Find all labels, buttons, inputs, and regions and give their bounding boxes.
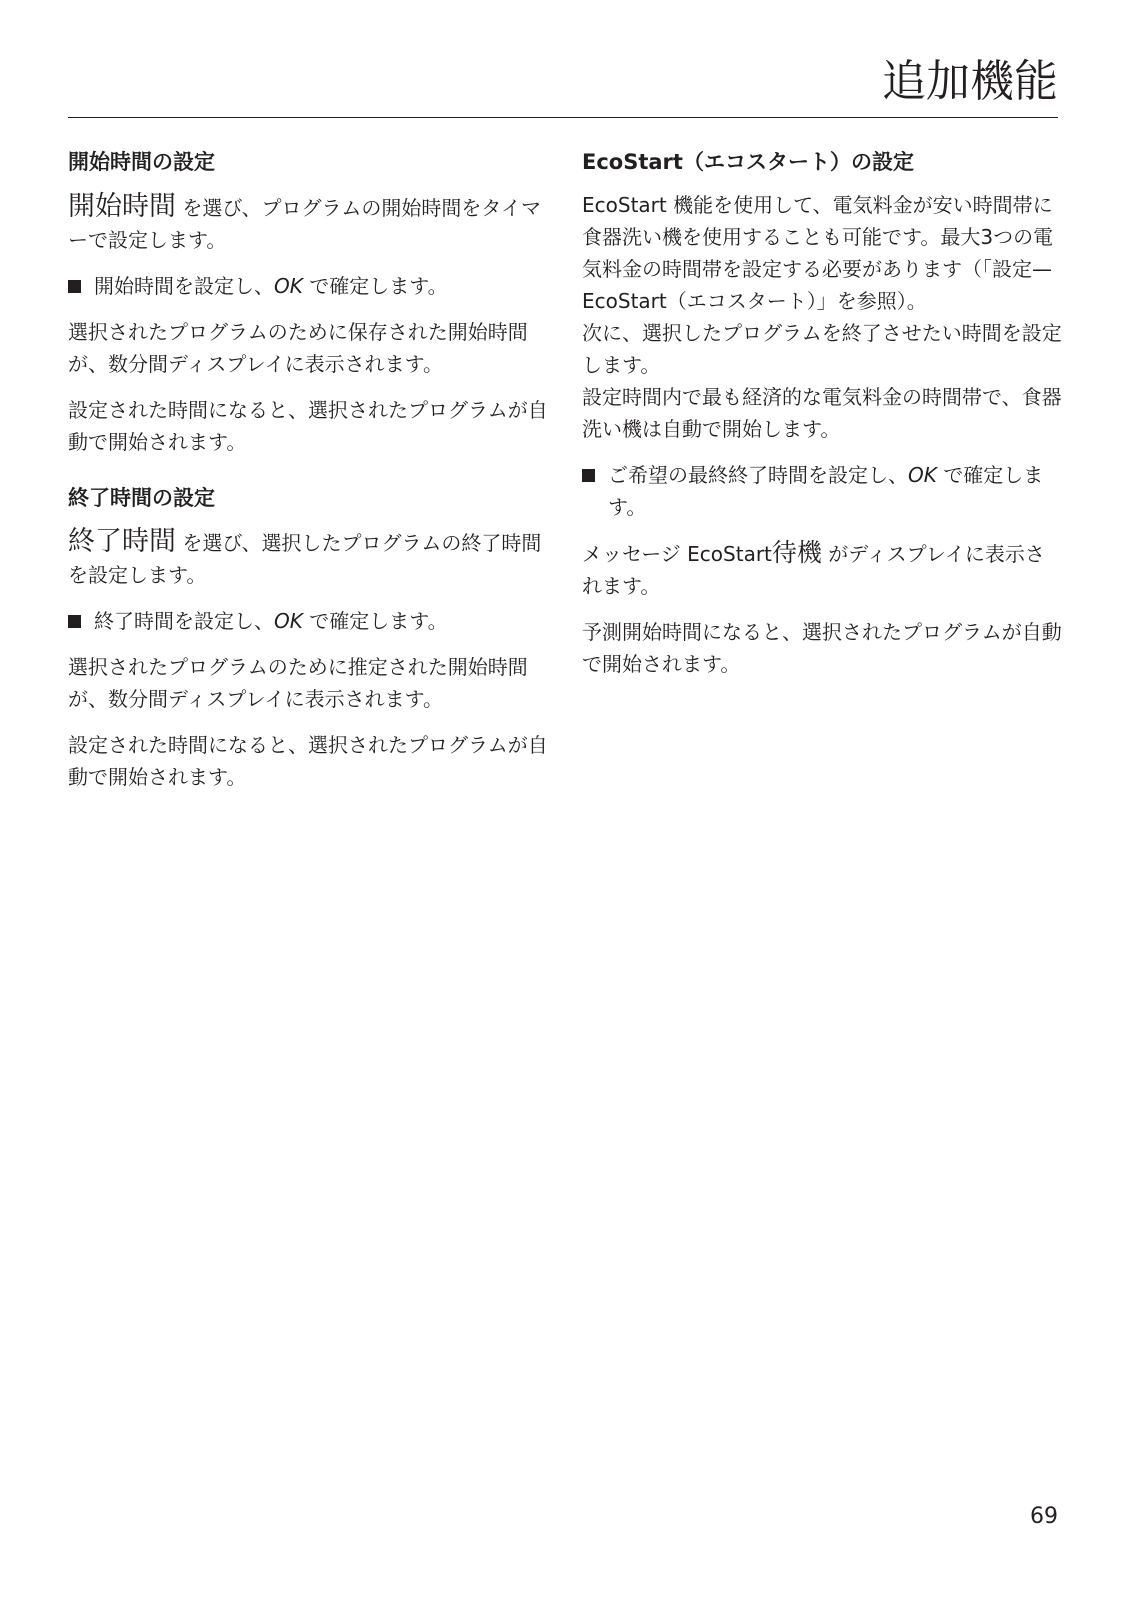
start-time-bullet-after: で確定します。 xyxy=(302,273,448,298)
start-time-section xyxy=(68,146,550,458)
page-header xyxy=(68,50,1058,118)
ecostart-heading: EcoStart（エコスタート）の設定 xyxy=(582,150,914,174)
end-time-bullet-after: で確定します。 xyxy=(302,609,448,634)
end-time-para-2: 設定された時間になると、選択されたプログラムが自動で開始されます。 xyxy=(68,733,548,790)
ecostart-bullet-ok: OK xyxy=(908,462,937,487)
end-time-term: 終了時間 xyxy=(68,526,176,558)
ecostart-message-para xyxy=(582,537,1062,602)
ecostart-standby-term: 待機 xyxy=(771,537,822,567)
start-time-intro-text: を選び、プログラムの開始時間をタイマーで設定します。 xyxy=(68,195,541,252)
ecostart-message-after: がディスプレイに表示されます。 xyxy=(582,541,1045,598)
ecostart-bullet xyxy=(582,459,1062,523)
square-bullet-icon xyxy=(68,280,81,293)
end-time-section xyxy=(68,482,550,794)
start-time-bullet-ok: OK xyxy=(274,273,303,298)
left-column xyxy=(68,146,550,807)
square-bullet-icon xyxy=(68,615,81,628)
ecostart-para-last: 予測開始時間になると、選択されたプログラムが自動で開始されます。 xyxy=(582,619,1062,676)
end-time-intro-text: を選び、選択したプログラムの終了時間を設定します。 xyxy=(68,531,542,588)
ecostart-para-1: EcoStart 機能を使用して、電気料金が安い時間帯に食器洗い機を使用することも可能です。最大3つの電気料金の時間帯を設定する必要があります（「設定—EcoStart（エコスタート）」を参照）。 xyxy=(582,192,1054,313)
start-time-bullet-text: 開始時間を設定し、 xyxy=(94,273,274,298)
start-time-heading: 開始時間の設定 xyxy=(68,150,215,174)
start-time-intro xyxy=(68,191,550,256)
start-time-term: 開始時間 xyxy=(68,190,176,222)
end-time-para-1: 選択されたプログラムのために推定された開始時間が、数分間ディスプレイに表示されます。 xyxy=(68,655,528,712)
start-time-para-1: 選択されたプログラムのために保存された開始時間が、数分間ディスプレイに表示されます。 xyxy=(68,319,528,376)
square-bullet-icon xyxy=(582,469,595,482)
section-spacer xyxy=(68,472,550,482)
right-column xyxy=(582,146,1062,694)
ecostart-bullet-text: ご希望の最終終了時間を設定し、 xyxy=(608,462,908,487)
ecostart-para-3: 設定時間内で最も経済的な電気料金の時間帯で、食器洗い機は自動で開始します。 xyxy=(582,384,1062,441)
end-time-bullet-ok: OK xyxy=(274,609,303,634)
page-title: 追加機能 xyxy=(882,56,1058,107)
start-time-para-2: 設定された時間になると、選択されたプログラムが自動で開始されます。 xyxy=(68,397,548,454)
start-time-bullet xyxy=(68,270,550,302)
end-time-intro xyxy=(68,526,550,591)
page-number: 69 xyxy=(1030,1504,1058,1529)
end-time-bullet-text: 終了時間を設定し、 xyxy=(94,609,274,634)
ecostart-bullet-after: で確定します。 xyxy=(608,462,1044,519)
end-time-bullet xyxy=(68,605,550,637)
end-time-heading: 終了時間の設定 xyxy=(68,485,215,510)
ecostart-para-2: 次に、選択したプログラムを終了させたい時間を設定します。 xyxy=(582,320,1062,377)
ecostart-message-before: メッセージ EcoStart xyxy=(582,541,772,566)
